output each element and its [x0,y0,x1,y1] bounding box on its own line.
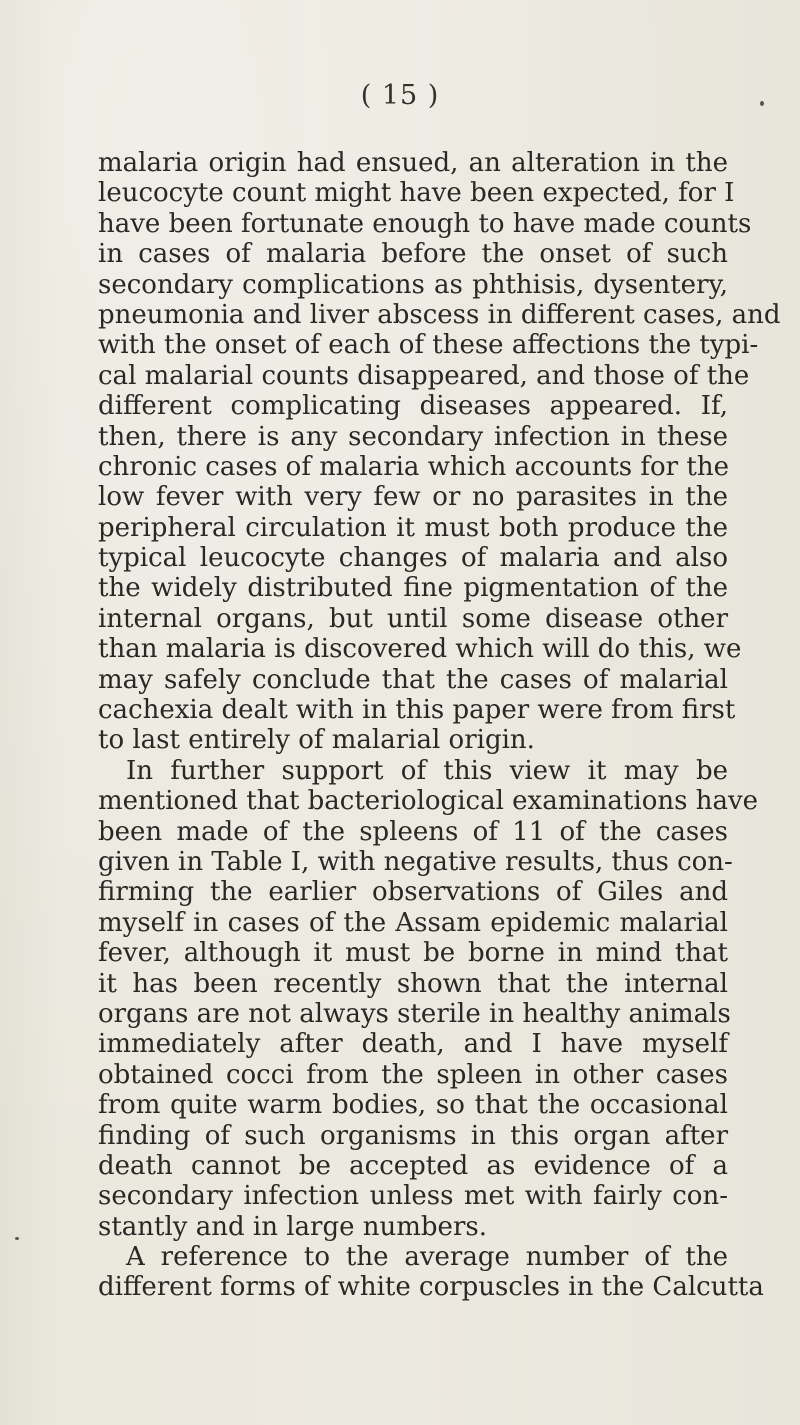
text-line: organs are not always sterile in healthy animals [98,998,731,1029]
text-line: internal organs, but until some disease other [98,603,728,634]
text-line: cachexia dealt with in this paper were from first [98,695,736,726]
text-line: than malaria is discovered which will do this, we [98,634,742,665]
text-line: peripheral circulation it must both produce the [98,512,728,543]
text-line: typical leucocyte changes of malaria and also [98,543,728,574]
text-line: myself in cases of the Assam epidemic malarial [98,907,728,938]
text-line: may safely conclude that the cases of malarial [98,664,728,695]
text-line: finding of such organisms in this organ after [98,1120,728,1151]
text-line: death cannot be accepted as evidence of a [98,1150,728,1181]
text-line: leucocyte count might have been expected, for I [98,178,735,209]
text-line: different forms of white corpuscles in the Calcutta [98,1272,764,1303]
text-line: mentioned that bacteriological examinations have [98,786,759,817]
paragraph-end-line: to last entirely of malarial origin. [98,725,535,756]
text-line: it has been recently shown that the internal [98,968,728,999]
text-line: malaria origin had ensued, an alteration in the [98,148,728,178]
paper-speck [15,1237,19,1240]
paper-speck [760,101,764,106]
text-line: in cases of malaria before the onset of such [98,239,728,270]
text-line: different complicating diseases appeared. If, [98,391,728,422]
paragraph-start-line: A reference to the average number of the [126,1242,728,1273]
text-line: given in Table I, with negative results, thus con- [98,846,733,877]
text-line: obtained cocci from the spleen in other cases [98,1059,728,1090]
text-line: from quite warm bodies, so that the occasional [98,1090,728,1121]
text-line: pneumonia and liver abscess in different cases, and [98,299,781,330]
text-line: with the onset of each of these affections the typi- [98,330,759,361]
text-line: chronic cases of malaria which accounts for the [98,451,729,482]
text-line: have been fortunate enough to have made counts [98,208,752,239]
text-line: firming the earlier observations of Giles and [98,877,728,908]
paragraph-start-line: In further support of this view it may be [126,755,728,786]
text-line: been made of the spleens of 11 of the cases [98,816,728,847]
text-line: immediately after death, and I have myself [98,1029,728,1060]
text-line: cal malarial counts disappeared, and those of the [98,360,750,391]
body-text [98,148,781,1303]
text-line: the widely distributed fine pigmentation of the [98,573,728,604]
page-number: ( 15 ) [360,80,440,111]
paragraph-end-line: stantly and in large numbers. [98,1211,487,1242]
text-line: fever, although it must be borne in mind that [98,938,728,969]
text-line: then, there is any secondary infection in these [98,421,728,452]
text-line: secondary complications as phthisis, dysentery, [98,269,728,300]
text-line: secondary infection unless met with fairly con- [98,1181,728,1212]
text-line: low fever with very few or no parasites in the [98,482,728,513]
